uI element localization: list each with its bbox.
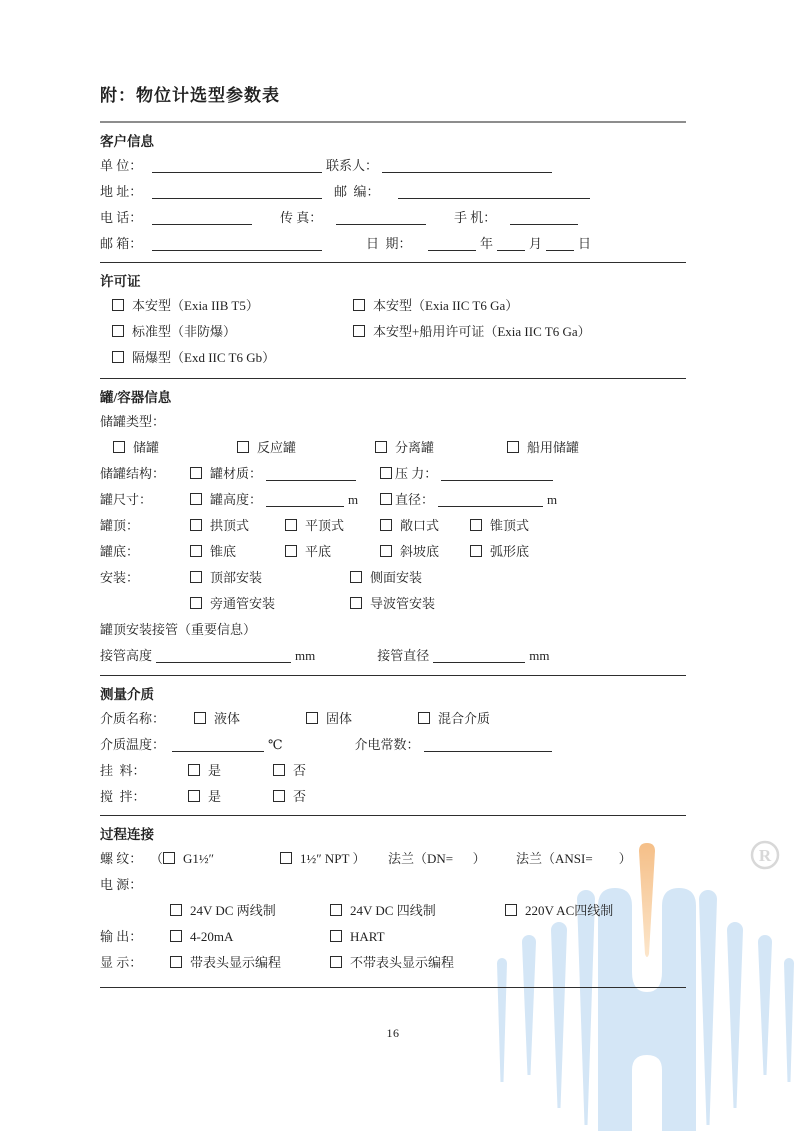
thread-row xyxy=(100,846,686,872)
section-heading-medium: 测量介质 xyxy=(100,687,154,702)
section-divider xyxy=(100,815,686,816)
checkbox-mixed-medium[interactable] xyxy=(418,712,430,724)
medium-temp-line[interactable] xyxy=(172,737,264,752)
option-label: 否 xyxy=(293,789,307,804)
checkbox-thread-npt[interactable] xyxy=(280,852,292,864)
page-title: 附：物位计选型参数表 xyxy=(100,86,280,105)
contact-label: 联系人： xyxy=(326,158,379,173)
tank-bottom-row xyxy=(100,539,686,565)
checkbox-tank-pressure[interactable] xyxy=(380,467,392,479)
option-label: 液体 xyxy=(214,711,241,726)
stir-label: 搅 拌： xyxy=(100,789,146,804)
buildup-yes xyxy=(188,758,273,784)
checkbox-buildup-no[interactable] xyxy=(273,764,285,776)
checkbox-side-mount[interactable] xyxy=(350,571,362,583)
tank-size-label: 罐尺寸： xyxy=(100,492,153,507)
section-heading-process: 过程连接 xyxy=(100,827,154,842)
install-top xyxy=(190,565,350,591)
medium-liquid xyxy=(194,706,306,732)
section-divider xyxy=(100,262,686,263)
meter-unit: m xyxy=(547,492,558,507)
nozzle-diameter-label: 接管直径 xyxy=(377,648,430,663)
output-420ma xyxy=(170,924,330,950)
buildup-no xyxy=(273,758,306,784)
stir-row xyxy=(100,784,686,810)
checkbox-stir-yes[interactable] xyxy=(188,790,200,802)
buildup-label: 挂 料： xyxy=(100,763,146,778)
option-label: 带表头显示编程 xyxy=(190,955,282,970)
option-label: 不带表头显示编程 xyxy=(350,955,455,970)
power-24v-4wire xyxy=(330,898,505,924)
day-label: 日 xyxy=(578,236,592,251)
tank-top-dome xyxy=(190,513,285,539)
tank-type-storage xyxy=(113,435,237,461)
checkbox-liquid[interactable] xyxy=(194,712,206,724)
unit-field-line[interactable] xyxy=(152,158,322,173)
section-divider xyxy=(100,378,686,379)
mm-unit: mm xyxy=(295,648,316,663)
section-heading-license: 许可证 xyxy=(100,274,141,289)
checkbox-24v-dc-4wire[interactable] xyxy=(330,904,342,916)
year-label: 年 xyxy=(480,236,494,251)
tank-type-label-row xyxy=(100,409,686,435)
option-label: 平顶式 xyxy=(305,518,345,533)
display-without-head xyxy=(330,950,454,976)
option-label: HART xyxy=(350,929,385,944)
svg-text:R: R xyxy=(758,846,772,865)
fax-field-line[interactable] xyxy=(336,210,426,225)
option-label: 反应罐 xyxy=(257,440,297,455)
contact-field-line[interactable] xyxy=(382,158,552,173)
tank-top-row xyxy=(100,513,686,539)
output-label: 输 出： xyxy=(100,929,143,944)
tank-diameter-group xyxy=(380,487,557,513)
thread-label: 螺 纹： xyxy=(100,851,143,866)
checkbox-arc-bottom[interactable] xyxy=(470,545,482,557)
customer-row-phone xyxy=(100,205,686,231)
checkbox-dome-roof[interactable] xyxy=(190,519,202,531)
option-label: 侧面安装 xyxy=(370,570,423,585)
page-number: 16 xyxy=(386,1026,400,1040)
open-paren: （ xyxy=(150,851,164,866)
tank-material-group xyxy=(190,461,380,487)
option-label: 敞口式 xyxy=(400,518,440,533)
nozzle-row xyxy=(100,643,686,669)
checkbox-solid[interactable] xyxy=(306,712,318,724)
checkbox-marine-cert[interactable] xyxy=(353,325,365,337)
customer-row-email-date xyxy=(100,231,686,257)
option-label: 24V DC 两线制 xyxy=(190,903,276,918)
tank-install-row-2 xyxy=(100,591,686,617)
option-label: 导波管安装 xyxy=(370,596,436,611)
option-label: 储罐 xyxy=(133,440,160,455)
display-label: 显 示： xyxy=(100,955,143,970)
buildup-row xyxy=(100,758,686,784)
tank-bottom-label: 罐底： xyxy=(100,544,140,559)
nozzle-height-label: 接管高度 xyxy=(100,648,153,663)
option-label: 弧形底 xyxy=(490,544,530,559)
checkbox-marine-tank[interactable] xyxy=(507,441,519,453)
watermark-registered-icon xyxy=(752,842,778,868)
tank-pressure-label: 压 力： xyxy=(395,466,438,481)
thread-npt-option xyxy=(280,846,388,872)
option-label: 顶部安装 xyxy=(210,570,263,585)
tank-pressure-group xyxy=(380,461,557,487)
option-label: 锥底 xyxy=(210,544,237,559)
power-label-row xyxy=(100,872,686,898)
option-label: 24V DC 四线制 xyxy=(350,903,436,918)
install-bypass xyxy=(190,591,350,617)
option-label: 固体 xyxy=(326,711,353,726)
tank-pressure-line[interactable] xyxy=(441,466,553,481)
license-option-exia-iib xyxy=(112,293,353,319)
title-rule xyxy=(100,121,686,123)
option-label: 旁通管安装 xyxy=(210,596,276,611)
checkbox-tank-material[interactable] xyxy=(190,467,202,479)
tank-bottom-flat xyxy=(285,539,380,565)
tank-top-cone xyxy=(470,513,529,539)
zip-label: 邮 编： xyxy=(334,184,380,199)
option-label: 是 xyxy=(208,763,222,778)
checkbox-slope-bottom[interactable] xyxy=(380,545,392,557)
address-label: 地 址： xyxy=(100,184,143,199)
license-option-label: 本安型（Exia IIB T5） xyxy=(132,298,259,313)
medium-name-row xyxy=(100,706,686,732)
option-label: 斜坡底 xyxy=(400,544,440,559)
tank-type-options-row xyxy=(100,435,686,461)
flange-ansi-label: 法兰（ANSI= ） xyxy=(516,851,632,866)
customer-row-address xyxy=(100,179,686,205)
nozzle-diameter-line[interactable] xyxy=(433,648,525,663)
license-row-1 xyxy=(100,293,686,319)
checkbox-exia-iic-t6[interactable] xyxy=(353,299,365,311)
option-label: 分离罐 xyxy=(395,440,435,455)
output-hart xyxy=(330,924,385,950)
tank-diameter-line[interactable] xyxy=(438,492,543,507)
mobile-label: 手 机： xyxy=(454,210,497,225)
install-stillwell xyxy=(350,591,435,617)
license-row-3 xyxy=(100,345,686,371)
tank-type-reactor xyxy=(237,435,375,461)
medium-temp-row xyxy=(100,732,686,758)
display-with-head xyxy=(170,950,330,976)
date-year-line[interactable] xyxy=(428,236,476,251)
license-option-standard xyxy=(112,319,353,345)
nozzle-heading-row xyxy=(100,617,686,643)
stir-yes xyxy=(188,784,273,810)
fax-label: 传 真： xyxy=(280,210,323,225)
date-label: 日 期： xyxy=(366,236,412,251)
meter-unit: m xyxy=(348,492,359,507)
install-label: 安装： xyxy=(100,570,140,585)
dielectric-line[interactable] xyxy=(424,737,552,752)
tank-bottom-slope xyxy=(380,539,470,565)
tank-top-label: 罐顶： xyxy=(100,518,140,533)
tank-type-separator xyxy=(375,435,507,461)
option-label: 船用储罐 xyxy=(527,440,580,455)
checkbox-flat-roof[interactable] xyxy=(285,519,297,531)
checkbox-top-mount[interactable] xyxy=(190,571,202,583)
checkbox-buildup-yes[interactable] xyxy=(188,764,200,776)
option-label: 混合介质 xyxy=(438,711,491,726)
checkbox-reactor-tank[interactable] xyxy=(237,441,249,453)
unit-label: 单 位： xyxy=(100,158,143,173)
checkbox-tank-height[interactable] xyxy=(190,493,202,505)
checkbox-standard[interactable] xyxy=(112,325,124,337)
tank-size-row xyxy=(100,487,686,513)
power-220v-4wire xyxy=(505,898,613,924)
mobile-field-line[interactable] xyxy=(510,210,578,225)
option-label: G1½″ xyxy=(183,851,215,866)
date-day-line[interactable] xyxy=(546,236,574,251)
checkbox-tank-diameter[interactable] xyxy=(380,493,392,505)
email-label: 邮 箱： xyxy=(100,236,143,251)
license-option-marine xyxy=(353,319,591,345)
tank-material-line[interactable] xyxy=(266,466,356,481)
medium-temp-label: 介质温度： xyxy=(100,737,166,752)
phone-field-line[interactable] xyxy=(152,210,252,225)
checkbox-exd-iic[interactable] xyxy=(112,351,124,363)
output-row xyxy=(100,924,686,950)
checkbox-4-20ma[interactable] xyxy=(170,930,182,942)
tank-type-marine xyxy=(507,435,579,461)
tank-type-label: 储罐类型： xyxy=(100,414,166,429)
checkbox-exia-iib-t5[interactable] xyxy=(112,299,124,311)
option-label: 平底 xyxy=(305,544,332,559)
checkbox-display-without-head[interactable] xyxy=(330,956,342,968)
power-options-row xyxy=(100,898,686,924)
option-label: 否 xyxy=(293,763,307,778)
checkbox-220v-ac-4wire[interactable] xyxy=(505,904,517,916)
license-option-exd xyxy=(112,345,275,371)
checkbox-separator-tank[interactable] xyxy=(375,441,387,453)
tank-top-open xyxy=(380,513,470,539)
tank-structure-row xyxy=(100,461,686,487)
section-divider xyxy=(100,987,686,988)
stir-no xyxy=(273,784,306,810)
tank-install-row-1 xyxy=(100,565,686,591)
option-label: 4-20mA xyxy=(190,929,234,944)
checkbox-storage-tank[interactable] xyxy=(113,441,125,453)
address-field-line[interactable] xyxy=(152,184,322,199)
license-option-exia-iic xyxy=(353,293,518,319)
option-label: 1½″ NPT ） xyxy=(300,851,366,866)
email-field-line[interactable] xyxy=(152,236,322,251)
install-side xyxy=(350,565,422,591)
license-row-2 xyxy=(100,319,686,345)
date-month-line[interactable] xyxy=(497,236,525,251)
power-24v-2wire xyxy=(170,898,330,924)
mm-unit: mm xyxy=(529,648,550,663)
zip-field-line[interactable] xyxy=(398,184,590,199)
dielectric-label: 介电常数： xyxy=(354,737,420,752)
checkbox-24v-dc-2wire[interactable] xyxy=(170,904,182,916)
checkbox-display-with-head[interactable] xyxy=(170,956,182,968)
tank-structure-label: 储罐结构： xyxy=(100,466,166,481)
section-heading-tank: 罐/容器信息 xyxy=(100,390,172,405)
medium-mixed xyxy=(418,706,490,732)
tank-height-line[interactable] xyxy=(266,492,344,507)
display-row xyxy=(100,950,686,976)
checkbox-bypass-pipe-mount[interactable] xyxy=(190,597,202,609)
option-label: 220V AC四线制 xyxy=(525,903,614,918)
checkbox-thread-g[interactable] xyxy=(163,852,175,864)
selection-form xyxy=(100,84,686,1041)
tank-bottom-arc xyxy=(470,539,529,565)
checkbox-stilling-well-mount[interactable] xyxy=(350,597,362,609)
customer-row-unit xyxy=(100,153,686,179)
tank-height-label: 罐高度： xyxy=(210,492,263,507)
license-option-label: 标准型（非防爆） xyxy=(132,324,237,339)
month-label: 月 xyxy=(529,236,543,251)
checkbox-cone-bottom[interactable] xyxy=(190,545,202,557)
option-label: 锥顶式 xyxy=(490,518,530,533)
tank-bottom-cone xyxy=(190,539,285,565)
option-label: 拱顶式 xyxy=(210,518,250,533)
checkbox-flat-bottom[interactable] xyxy=(285,545,297,557)
tank-top-flat xyxy=(285,513,380,539)
checkbox-hart[interactable] xyxy=(330,930,342,942)
section-divider xyxy=(100,675,686,676)
section-heading-customer: 客户信息 xyxy=(100,134,154,149)
option-label: 是 xyxy=(208,789,222,804)
tank-material-label: 罐材质： xyxy=(210,466,263,481)
license-option-label: 本安型+船用许可证（Exia IIC T6 Ga） xyxy=(373,324,591,339)
flange-dn-label: 法兰（DN= ） xyxy=(388,851,486,866)
checkbox-open-top[interactable] xyxy=(380,519,392,531)
phone-label: 电 话： xyxy=(100,210,143,225)
tank-height-group xyxy=(190,487,380,513)
tank-diameter-label: 直径： xyxy=(395,492,435,507)
license-option-label: 本安型（Exia IIC T6 Ga） xyxy=(373,298,519,313)
thread-g-option xyxy=(150,846,280,872)
power-label: 电 源： xyxy=(100,877,143,892)
medium-name-label: 介质名称： xyxy=(100,711,166,726)
license-option-label: 隔爆型（Exd IIC T6 Gb） xyxy=(132,350,276,365)
nozzle-heading: 罐顶安装接管（重要信息） xyxy=(100,622,257,637)
medium-solid xyxy=(306,706,418,732)
checkbox-stir-no[interactable] xyxy=(273,790,285,802)
nozzle-height-line[interactable] xyxy=(156,648,291,663)
checkbox-cone-roof[interactable] xyxy=(470,519,482,531)
celsius-unit: ℃ xyxy=(268,737,283,752)
